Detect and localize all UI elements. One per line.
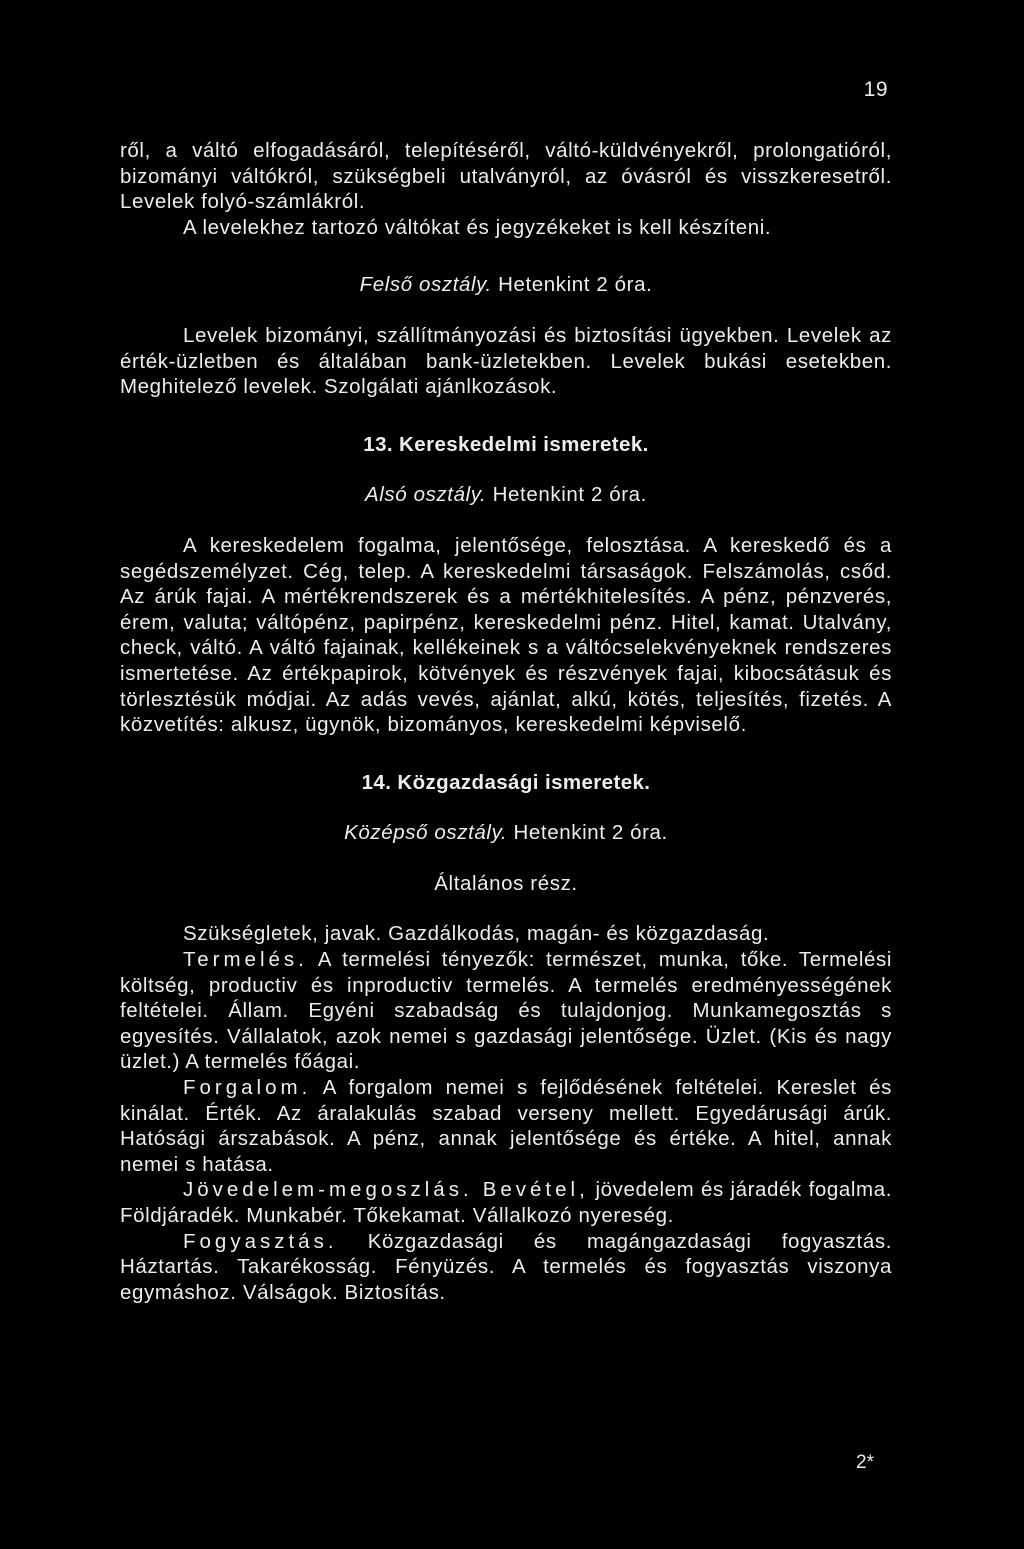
fogyasztas-text: Közgazdasági és magángazdasági fogyasztás. Háztartás. Takarékosság. Fényüzés. A termelés és fogyasztás viszonya egymáshoz. Válságok. Biztosítás. (120, 1229, 892, 1304)
section-14-paragraph-1: Szükségletek, javak. Gazdálkodás, magán- és közgazdaság. (183, 922, 770, 946)
section-13-paragraph: A kereskedelem fogalma, jelentősége, felosztása. A kereskedő és a segédszemélyzet. Cég, telep. A kereskedelmi társaságok. Felszámolás, csőd. Az árúk fajai. A mértékrendszerek és a mértékhitelesítés. A pénz, pénzverés, érem, valuta; váltópénz, papirpénz, kereskedelmi pénz. Hitel, kamat. Utalvány, check, váltó. A váltó fajainak, kellékeinek s a váltócselekvényeknek rendszeres ismertetése. Az értékpapirok, kötvények és részvények fajai, kibocsátásuk és törlesztésük módjai. Az adás vevés, ajánlat, alkú, kötés, teljesítés, fizetés. A közvetítés: alkusz, ügynök, bizományos, kereskedelmi képviselő. (120, 533, 892, 737)
termeles-text: A termelési tényezők: természet, munka, tőke. Termelési költség, productiv és inproductiv termelés. A termelés eredményességének feltételei. Állam. Egyéni szabadság és tulajdonjog. Munkamegosztás s egyesítés. Vállalatok, azok nemei s gazdasági jelentősége. Üzlet. (Kis és nagy üzlet.) A termelés főágai. (120, 948, 892, 1074)
section-13-hours: Hetenkint 2 óra. (492, 483, 647, 507)
jovedelem-text: jövedelem és járadék fogalma. Földjáradék. Munkabér. Tőkekamat. Vállalkozó nyereség. (120, 1178, 892, 1227)
jovedelem-lead: Jövedelem-megoszlás. Bevétel, (183, 1178, 589, 1202)
intro-paragraph: ről, a váltó elfogadásáról, telepítéséről, váltó-küldvényekről, prolongatióról, bizományi váltókról, szükségbeli utalványról, az óvásról és visszkeresetről. Levelek folyó-számlákról. (120, 139, 892, 214)
section-14-class-name: Középső osztály. (344, 821, 508, 845)
section-14-paragraph-4 (120, 1177, 892, 1228)
upper-class-hours: Hetenkint 2 óra. (498, 273, 653, 297)
section-14-paragraph-2 (120, 947, 892, 1075)
section-13-title: 13. Kereskedelmi ismeretek. (363, 432, 649, 456)
section-14-title: 14. Közgazdasági ismeretek. (361, 770, 651, 794)
upper-class-name: Felső osztály. (359, 273, 492, 297)
intro-paragraph-2: A levelekhez tartozó váltókat és jegyzékeket is kell készíteni. (183, 215, 772, 239)
page-number: 19 (863, 78, 888, 101)
section-14-paragraph-5 (120, 1229, 892, 1306)
termeles-lead: Termelés. (183, 948, 308, 972)
forgalom-lead: Forgalom. (183, 1076, 312, 1100)
signature-mark: 2* (856, 1452, 874, 1473)
section-13-class-name: Alsó osztály. (365, 483, 487, 507)
section-14-class-line (120, 820, 892, 846)
fogyasztas-lead: Fogyasztás. (183, 1229, 338, 1253)
upper-class-paragraph: Levelek bizományi, szállítmányozási és biztosítási ügyekben. Levelek az érték-üzletben és általában bank-üzletekben. Levelek bukási esetekben. Meghitelező levelek. Szolgálati ajánlkozások. (120, 323, 892, 399)
section-14-paragraph-3 (120, 1075, 892, 1177)
section-14-subtitle: Általános rész. (434, 871, 578, 895)
section-14-hours: Hetenkint 2 óra. (513, 821, 668, 845)
section-13-class-line (120, 482, 892, 508)
page-content (120, 138, 892, 1305)
forgalom-text: A forgalom nemei s fejlődésének feltételei. Kereslet és kinálat. Érték. Az áralakulás szabad verseny mellett. Egyedárusági árúk. Hatósági árszabások. A pénz, annak jelentősége és értéke. A hitel, annak nemei s hatása. (120, 1076, 892, 1176)
upper-class-line (120, 272, 892, 298)
